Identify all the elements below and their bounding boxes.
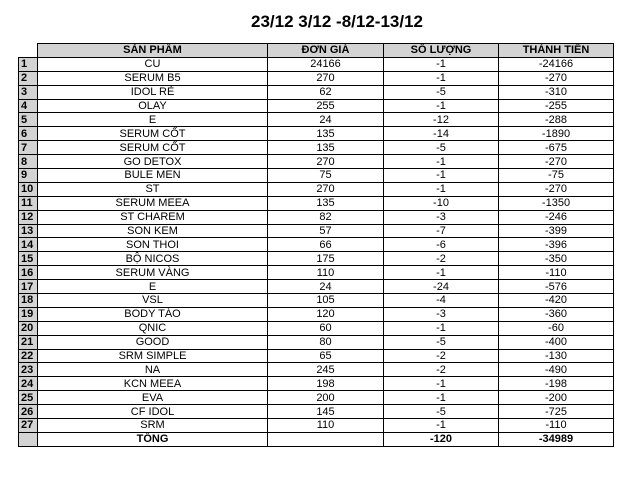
product-name: SERUM CỐT <box>38 127 268 141</box>
product-name: CU <box>38 57 268 71</box>
line-total: -110 <box>499 419 614 433</box>
quantity: -5 <box>384 141 499 155</box>
quantity: -3 <box>384 210 499 224</box>
row-index: 20 <box>19 321 38 335</box>
unit-price: 135 <box>268 196 384 210</box>
row-index: 25 <box>19 391 38 405</box>
quantity: -4 <box>384 294 499 308</box>
unit-price: 24 <box>268 113 384 127</box>
unit-price: 270 <box>268 71 384 85</box>
row-index: 22 <box>19 349 38 363</box>
line-total: -396 <box>499 238 614 252</box>
row-index: 21 <box>19 335 38 349</box>
quantity: -1 <box>384 169 499 183</box>
product-name: CF IDOL <box>38 405 268 419</box>
quantity: -1 <box>384 57 499 71</box>
quantity: -24 <box>384 280 499 294</box>
row-index: 15 <box>19 252 38 266</box>
summary-index <box>19 432 38 446</box>
unit-price: 65 <box>268 349 384 363</box>
table-row <box>19 266 614 280</box>
unit-price: 57 <box>268 224 384 238</box>
line-total: -246 <box>499 210 614 224</box>
unit-price: 145 <box>268 405 384 419</box>
table-row <box>19 210 614 224</box>
sales-table <box>18 43 614 447</box>
header-qty: SỐ LƯỢNG <box>384 44 499 58</box>
table-row <box>19 182 614 196</box>
row-index: 18 <box>19 294 38 308</box>
header-row <box>19 44 614 58</box>
quantity: -5 <box>384 85 499 99</box>
row-index: 11 <box>19 196 38 210</box>
product-name: GOOD <box>38 335 268 349</box>
table-row <box>19 169 614 183</box>
unit-price: 198 <box>268 377 384 391</box>
product-name: E <box>38 280 268 294</box>
row-index: 16 <box>19 266 38 280</box>
header-total: THÀNH TIỀN <box>499 44 614 58</box>
unit-price: 24166 <box>268 57 384 71</box>
line-total: -110 <box>499 266 614 280</box>
quantity: -12 <box>384 113 499 127</box>
table-row <box>19 238 614 252</box>
quantity: -5 <box>384 335 499 349</box>
product-name: GO DETOX <box>38 155 268 169</box>
row-index: 10 <box>19 182 38 196</box>
quantity: -1 <box>384 71 499 85</box>
table-row <box>19 321 614 335</box>
unit-price: 75 <box>268 169 384 183</box>
summary-row <box>19 432 614 446</box>
quantity: -14 <box>384 127 499 141</box>
row-index: 8 <box>19 155 38 169</box>
row-index: 6 <box>19 127 38 141</box>
table-row <box>19 280 614 294</box>
quantity: -2 <box>384 252 499 266</box>
row-index: 4 <box>19 99 38 113</box>
line-total: -200 <box>499 391 614 405</box>
row-index: 17 <box>19 280 38 294</box>
product-name: SRM <box>38 419 268 433</box>
line-total: -576 <box>499 280 614 294</box>
unit-price: 24 <box>268 280 384 294</box>
unit-price: 175 <box>268 252 384 266</box>
line-total: -725 <box>499 405 614 419</box>
line-total: -270 <box>499 71 614 85</box>
unit-price: 255 <box>268 99 384 113</box>
table-row <box>19 71 614 85</box>
header-name: SẢN PHẨM <box>38 44 268 58</box>
table-row <box>19 405 614 419</box>
product-name: SON THOI <box>38 238 268 252</box>
line-total: -288 <box>499 113 614 127</box>
unit-price: 105 <box>268 294 384 308</box>
row-index: 2 <box>19 71 38 85</box>
product-name: QNIC <box>38 321 268 335</box>
unit-price: 60 <box>268 321 384 335</box>
product-name: ST <box>38 182 268 196</box>
page-title: 23/12 3/12 -8/12-13/12 <box>250 12 424 31</box>
table-row <box>19 85 614 99</box>
quantity: -1 <box>384 391 499 405</box>
table-row <box>19 391 614 405</box>
row-index: 12 <box>19 210 38 224</box>
product-name: EVA <box>38 391 268 405</box>
quantity: -5 <box>384 405 499 419</box>
summary-label: TỔNG <box>38 432 268 446</box>
table-row <box>19 141 614 155</box>
product-name: ST CHAREM <box>38 210 268 224</box>
table-row <box>19 99 614 113</box>
line-total: -270 <box>499 182 614 196</box>
product-name: E <box>38 113 268 127</box>
summary-qty: -120 <box>384 432 499 446</box>
quantity: -6 <box>384 238 499 252</box>
product-name: BỘ NICOS <box>38 252 268 266</box>
row-index: 24 <box>19 377 38 391</box>
line-total: -420 <box>499 294 614 308</box>
corner-cell <box>19 44 38 58</box>
product-name: VSL <box>38 294 268 308</box>
table-row <box>19 377 614 391</box>
product-name: NA <box>38 363 268 377</box>
unit-price: 110 <box>268 419 384 433</box>
product-name: SON KEM <box>38 224 268 238</box>
product-name: KCN MEEA <box>38 377 268 391</box>
summary-price <box>268 432 384 446</box>
quantity: -7 <box>384 224 499 238</box>
row-index: 5 <box>19 113 38 127</box>
table-row <box>19 113 614 127</box>
table-row <box>19 349 614 363</box>
line-total: -60 <box>499 321 614 335</box>
row-index: 7 <box>19 141 38 155</box>
table-row <box>19 335 614 349</box>
row-index: 1 <box>19 57 38 71</box>
unit-price: 120 <box>268 307 384 321</box>
header-price: ĐƠN GIÁ <box>268 44 384 58</box>
row-index: 3 <box>19 85 38 99</box>
table-row <box>19 155 614 169</box>
row-index: 26 <box>19 405 38 419</box>
quantity: -1 <box>384 155 499 169</box>
unit-price: 245 <box>268 363 384 377</box>
quantity: -1 <box>384 321 499 335</box>
quantity: -1 <box>384 182 499 196</box>
row-index: 27 <box>19 419 38 433</box>
row-index: 19 <box>19 307 38 321</box>
row-index: 13 <box>19 224 38 238</box>
unit-price: 270 <box>268 155 384 169</box>
line-total: -400 <box>499 335 614 349</box>
quantity: -2 <box>384 349 499 363</box>
quantity: -2 <box>384 363 499 377</box>
line-total: -360 <box>499 307 614 321</box>
table-row <box>19 252 614 266</box>
line-total: -1890 <box>499 127 614 141</box>
line-total: -675 <box>499 141 614 155</box>
table-row <box>19 196 614 210</box>
row-index: 14 <box>19 238 38 252</box>
product-name: OLAY <box>38 99 268 113</box>
table-row <box>19 57 614 71</box>
line-total: -75 <box>499 169 614 183</box>
table-row <box>19 224 614 238</box>
product-name: BODY TÁO <box>38 307 268 321</box>
product-name: SERUM MEEA <box>38 196 268 210</box>
line-total: -1350 <box>499 196 614 210</box>
table-row <box>19 363 614 377</box>
line-total: -490 <box>499 363 614 377</box>
product-name: SERUM VÀNG <box>38 266 268 280</box>
table-row <box>19 307 614 321</box>
unit-price: 62 <box>268 85 384 99</box>
product-name: SRM SIMPLE <box>38 349 268 363</box>
quantity: -3 <box>384 307 499 321</box>
unit-price: 135 <box>268 127 384 141</box>
unit-price: 110 <box>268 266 384 280</box>
line-total: -130 <box>499 349 614 363</box>
line-total: -310 <box>499 85 614 99</box>
line-total: -350 <box>499 252 614 266</box>
table-row <box>19 294 614 308</box>
table-row <box>19 419 614 433</box>
product-name: SERUM CỐT <box>38 141 268 155</box>
row-index: 23 <box>19 363 38 377</box>
quantity: -1 <box>384 419 499 433</box>
product-name: BULE MEN <box>38 169 268 183</box>
line-total: -270 <box>499 155 614 169</box>
unit-price: 200 <box>268 391 384 405</box>
summary-total: -34989 <box>499 432 614 446</box>
unit-price: 82 <box>268 210 384 224</box>
table-row <box>19 127 614 141</box>
line-total: -198 <box>499 377 614 391</box>
quantity: -1 <box>384 377 499 391</box>
unit-price: 66 <box>268 238 384 252</box>
row-index: 9 <box>19 169 38 183</box>
quantity: -1 <box>384 266 499 280</box>
quantity: -10 <box>384 196 499 210</box>
line-total: -24166 <box>499 57 614 71</box>
line-total: -399 <box>499 224 614 238</box>
quantity: -1 <box>384 99 499 113</box>
product-name: SERUM B5 <box>38 71 268 85</box>
unit-price: 135 <box>268 141 384 155</box>
product-name: IDOL RẺ <box>38 85 268 99</box>
line-total: -255 <box>499 99 614 113</box>
unit-price: 80 <box>268 335 384 349</box>
unit-price: 270 <box>268 182 384 196</box>
